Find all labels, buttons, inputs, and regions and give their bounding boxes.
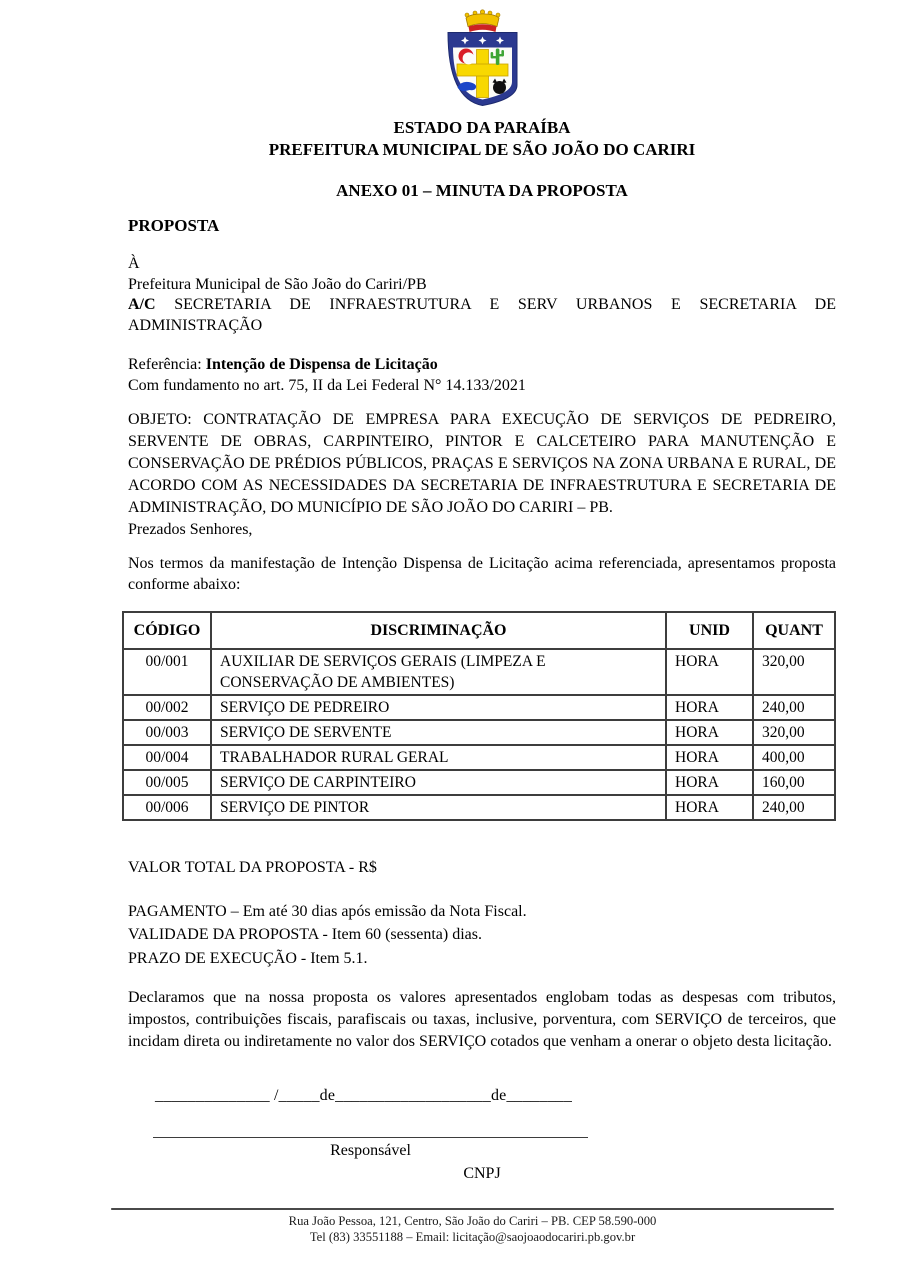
table-cell: 160,00 bbox=[753, 770, 835, 795]
table-cell: SERVIÇO DE CARPINTEIRO bbox=[211, 770, 666, 795]
footer-address: Rua João Pessoa, 121, Centro, São João do Cariri – PB. CEP 58.590-000 bbox=[288, 1213, 657, 1228]
table-row bbox=[123, 695, 835, 720]
page-footer bbox=[111, 1208, 834, 1244]
execution-term: PRAZO DE EXECUÇÃO - Item 5.1. bbox=[128, 949, 368, 967]
table-cell: SERVIÇO DE PEDREIRO bbox=[211, 695, 666, 720]
table-cell: 240,00 bbox=[753, 695, 835, 720]
table-cell: HORA bbox=[666, 770, 753, 795]
table-cell: 00/005 bbox=[123, 770, 211, 795]
table-cell: 320,00 bbox=[753, 649, 835, 695]
table-row bbox=[123, 720, 835, 745]
table-cell: HORA bbox=[666, 695, 753, 720]
table-header-row bbox=[123, 612, 835, 649]
addressee-line: Prefeitura Municipal de São João do Cariri/PB bbox=[128, 275, 427, 293]
table-cell: 00/003 bbox=[123, 720, 211, 745]
table-cell: 00/002 bbox=[123, 695, 211, 720]
validity-term: VALIDADE DA PROPOSTA - Item 60 (sessenta) dias. bbox=[128, 926, 482, 943]
legal-basis: Com fundamento no art. 75, II da Lei Federal N° 14.133/2021 bbox=[128, 376, 526, 394]
table-header-unid: UNID bbox=[666, 612, 753, 649]
signature-line bbox=[153, 1137, 588, 1139]
table-cell: HORA bbox=[666, 745, 753, 770]
table-cell: TRABALHADOR RURAL GERAL bbox=[211, 745, 666, 770]
table-cell: HORA bbox=[666, 795, 753, 820]
table-row bbox=[123, 649, 835, 695]
addressee-block bbox=[128, 254, 836, 336]
table-cell: 00/006 bbox=[123, 795, 211, 820]
state-name: ESTADO DA PARAÍBA bbox=[393, 118, 571, 137]
ac-text: SECRETARIA DE INFRAESTRUTURA E SERV URBANOS E SECRETARIA DE ADMINISTRAÇÃO bbox=[128, 296, 837, 334]
table-cell: 320,00 bbox=[753, 720, 835, 745]
reference-block bbox=[128, 355, 836, 396]
table-header-discriminacao: DISCRIMINAÇÃO bbox=[211, 612, 666, 649]
table-cell: 00/001 bbox=[123, 649, 211, 695]
objeto-text: OBJETO: CONTRATAÇÃO DE EMPRESA PARA EXECUÇÃO DE SERVIÇOS DE PEDREIRO, SERVENTE DE OBRAS, CARPINTEIRO, PINTOR E CALCETEIRO PARA MANUTENÇÃO E CONSERVAÇÃO DE PRÉDIOS PÚBLICOS, PRAÇAS E SERVIÇOS NA ZONA URBANA E RURAL, DE ACORDO COM AS NECESSIDADES DA SECRETARIA DE INFRAESTRUTURA E SECRETARIA DE ADMINISTRAÇÃO, DO MUNICÍPIO DE SÃO JOÃO DO CARIRI – PB. bbox=[128, 411, 836, 516]
table-cell: HORA bbox=[666, 649, 753, 695]
objeto-block bbox=[128, 409, 836, 541]
reference-label: Referência: bbox=[128, 356, 202, 373]
section-title: PROPOSTA bbox=[128, 216, 220, 235]
municipality-name: PREFEITURA MUNICIPAL DE SÃO JOÃO DO CARIRI bbox=[268, 140, 696, 159]
cnpj-label: CNPJ bbox=[463, 1164, 501, 1182]
reference-value: Intenção de Dispensa de Licitação bbox=[205, 356, 438, 373]
table-row bbox=[123, 745, 835, 770]
table-cell: 00/004 bbox=[123, 745, 211, 770]
document-content bbox=[128, 0, 836, 1184]
proposal-items-table-body bbox=[123, 649, 835, 820]
declaration-paragraph: Declaramos que na nossa proposta os valores apresentados englobam todas as despesas com tributos, impostos, contribuições fiscais, parafiscais ou taxas, inclusive, porventura, com SERVIÇO de terceiros, que incidam direta ou indiretamente no valor dos SERVIÇO cotados que venham a onerar o objeto desta licitação. bbox=[128, 989, 836, 1050]
addressee-ac-line bbox=[128, 295, 836, 336]
coat-of-arms-icon bbox=[434, 9, 531, 109]
signature-role-label: Responsável bbox=[330, 1141, 411, 1159]
table-cell: SERVIÇO DE SERVENTE bbox=[211, 720, 666, 745]
addressee-to: À bbox=[128, 255, 140, 272]
payment-term: PAGAMENTO – Em até 30 dias após emissão da Nota Fiscal. bbox=[128, 902, 527, 920]
terms-block bbox=[128, 900, 836, 971]
ac-label: A/C bbox=[128, 296, 156, 313]
footer-contact: Tel (83) 33551188 – Email: licitação@saojoaodocariri.pb.gov.br bbox=[309, 1228, 636, 1244]
table-header-quant: QUANT bbox=[753, 612, 835, 649]
proposal-items-table bbox=[122, 611, 836, 821]
date-fill-line: ______________ /_____de___________________de________ bbox=[155, 1087, 573, 1104]
table-cell: 400,00 bbox=[753, 745, 835, 770]
reference-line bbox=[128, 355, 836, 376]
table-cell: AUXILIAR DE SERVIÇOS GERAIS (LIMPEZA E CONSERVAÇÃO DE AMBIENTES) bbox=[211, 649, 666, 695]
organization-header bbox=[128, 117, 836, 161]
table-cell: SERVIÇO DE PINTOR bbox=[211, 795, 666, 820]
total-value-line: VALOR TOTAL DA PROPOSTA - R$ bbox=[128, 859, 377, 876]
table-header-codigo: CÓDIGO bbox=[123, 612, 211, 649]
table-row bbox=[123, 770, 835, 795]
intro-paragraph: Nos termos da manifestação de Intenção Dispensa de Licitação acima referenciada, apresentamos proposta conforme abaixo: bbox=[128, 555, 836, 593]
salutation: Prezados Senhores, bbox=[128, 521, 253, 538]
table-row bbox=[123, 795, 835, 820]
annex-title: ANEXO 01 – MINUTA DA PROPOSTA bbox=[336, 181, 628, 200]
table-cell: HORA bbox=[666, 720, 753, 745]
table-cell: 240,00 bbox=[753, 795, 835, 820]
